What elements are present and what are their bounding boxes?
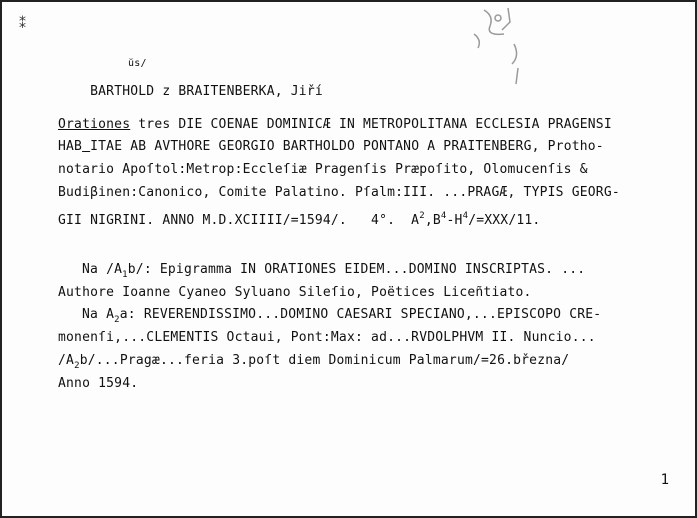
corner-mark: ⁑: [19, 16, 26, 32]
note-line-4: monenſi,...CLEMENTIS Octaui, Pont:Max: ad...RVDOLPHVM II. Nuncio...: [58, 330, 596, 345]
author-rest: z BRAITENBERKA, Jiří: [154, 84, 323, 99]
entry-line-3: notario Apoſtol:Metrop:Eccleſiæ Pragenſis Præpoſito, Olomucenſis &: [58, 162, 588, 177]
note-line-6: Anno 1594.: [58, 376, 139, 391]
entry-line-5: GII NIGRINI. ANNO M.D.XCIIII/=1594/. 4°. $A^2,B^4-H^4/=XXX/11$.: [58, 211, 541, 228]
card-heading: [58, 58, 323, 116]
note-line-2: Authore Ioanne Cyaneo Syluano Sileſio, Poëtices Liceñtiato.: [58, 285, 532, 300]
author-name: BARTHOLD: [90, 84, 155, 99]
entry-line-4: Budiβinen:Canonico, Comite Palatino. Pſalm:III. ...PRAGÆ, TYPIS GEORG-: [58, 185, 620, 200]
page-number: 1: [660, 472, 669, 488]
note-line-3: Na $A_2a$: REVERENDISSIMO...DOMINO CAESARI SPECIANO,...EPISCOPO CRE-: [82, 307, 602, 325]
entry-line-2: HAB ITAE AB AVTHORE GEORGIO BARTHOLDO PONTANO A PRAITENBERG, Protho-: [58, 139, 604, 154]
handwritten-note: ŭs/: [128, 58, 147, 69]
entry-line-1: Orationes tres DIE COENAE DOMINICÆ IN METROPOLITANA ECCLESIA PRAGENSI: [58, 117, 612, 132]
faded-stamp: [464, 4, 534, 86]
title-keyword: Orationes: [58, 117, 131, 132]
note-line-5: $/A_2b/...Pragæ...feria$ 3.poſt diem Dominicum Palmarum/=26.března/: [58, 353, 570, 371]
note-line-1: Na $/A_1b/$: Epigramma IN ORATIONES EIDEM...DOMINO INSCRIPTAS. ...: [82, 262, 586, 280]
